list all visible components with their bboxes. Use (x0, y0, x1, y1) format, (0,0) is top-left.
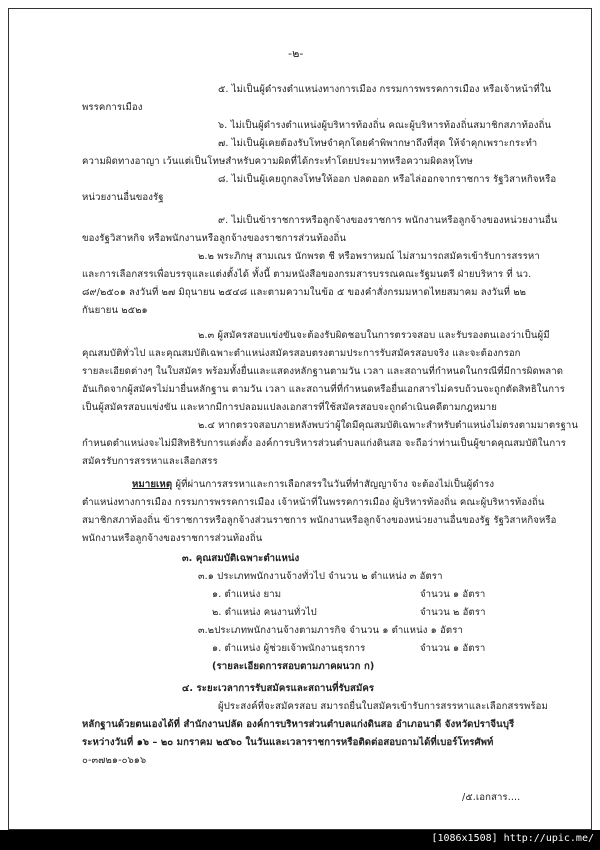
text-line: ๒.๓ ผู้สมัครสอบแข่งขันจะต้องรับผิดชอบในการตรวจสอบ และรับรองตนเองว่าเป็นผู้มี (198, 330, 550, 341)
text-line: ๖. ไม่เป็นผู้ดำรงตำแหน่งผู้บริหารท้องถิ่น คณะผู้บริหารท้องถิ่นสมาชิกสภาท้องถิ่น (218, 120, 552, 131)
text-line: ๘. ไม่เป็นผู้เคยถูกลงโทษให้ออก ปลดออก หรือไล่ออกจากราชการ รัฐวิสาหกิจหรือ (218, 174, 557, 185)
text-line: ๘๙/๒๕๐๑ ลงวันที่ ๒๗ มิถุนายน ๒๕๔๘ และตามความในข้อ ๕ ของคำสั่งกรมมหาดไทยสมาคม ลงวันที่ ๒๒ (82, 287, 527, 298)
text-line: ระหว่างวันที่ ๑๖ – ๒๐ มกราคม ๒๕๖๐ ในวันและเวลาราชการหรือติดต่อสอบถามได้ที่เบอร์โทรศัพท์ (82, 737, 494, 748)
text-line: ๙. ไม่เป็นข้าราชการหรือลูกจ้างของราชการ พนักงานหรือลูกจ้างของหน่วยงานอื่น (218, 215, 558, 226)
position-count: จำนวน ๑ อัตรา (420, 643, 486, 654)
text-line: รายละเอียดต่างๆ ในใบสมัคร พร้อมทั้งยื่นและแสดงหลักฐานตามวัน เวลา และสถานที่กำหนดในกรณีที่มีการผิดพลาด (82, 366, 564, 377)
text-line: ๒.๒ พระภิกษุ สามเณร นักพรต ชี หรือพราหมณ์ ไม่สามารถสมัครเข้ารับการสรรหา (198, 251, 540, 262)
text-line: หน่วยงานอื่นของรัฐ (82, 192, 164, 203)
text-line: ความผิดทางอาญา เว้นแต่เป็นโทษสำหรับความผิดที่ได้กระทำโดยประมาทหรือความผิดลหุโทษ (82, 156, 473, 167)
text-line: ผู้ประสงค์ที่จะสมัครสอบ สมารถยื่นใบสมัครเข้ารับการสรรหาและเลือกสรรพร้อม (218, 701, 548, 712)
text-line: เป็นผู้สมัครสอบแข่งขัน และหากมีการปลอมแปลงเอกสารที่ใช้สมัครสอบจะถูกดำเนินคดีตามกฎหมาย (82, 402, 498, 413)
footer-bar (0, 830, 600, 850)
text-line: (รายละเอียดการสอบตามภาคผนวก ก) (212, 661, 375, 672)
text-line: พนักงานหรือลูกจ้างของราชการส่วนท้องถิ่น (82, 533, 263, 544)
remark-line (132, 479, 494, 491)
text-line: กันยายน ๒๕๒๑ (82, 305, 148, 316)
text-line: ๒.๔ หากตรวจสอบภายหลังพบว่าผู้ใดมีคุณสมบัติเฉพาะสำหรับตำแหน่งไม่ตรงตามมาตรฐาน (198, 420, 579, 431)
text-line: และการเลือกสรรเพื่อบรรจุและแต่งตั้งได้ ทั้งนี้ ตามหนังสือของกรมสารบรรณคณะรัฐมนตรี ฝ่ายบริหาร ที่ นว. (82, 269, 532, 280)
text-line: ๐-๓๗๒๑-๐๖๑๖ (82, 755, 147, 766)
text-line: คุณสมบัติทั่วไป และคุณสมบัติเฉพาะตำแหน่งสมัครสอบตรงตามประการรับสมัครสอบจริง และจะต้องกรอก (82, 348, 521, 359)
continuation-note: /๕.เอกสาร.... (462, 792, 521, 803)
text-line: พรรคการเมือง (82, 102, 143, 113)
position-count: จำนวน ๑ อัตรา (420, 589, 486, 600)
position-name: ๑. ตำแหน่ง ยาม (212, 589, 282, 600)
text-line: ๗. ไม่เป็นผู้เคยต้องรับโทษจำคุกโดยคำพิพากษาถึงที่สุด ให้จำคุกเพราะกระทำ (218, 138, 538, 149)
footer-watermark: [1086x1508] http://upic.me/ (431, 833, 594, 844)
page-number: -๒- (288, 47, 304, 60)
section-heading: ๓. คุณสมบัติเฉพาะตำแหน่ง (182, 553, 300, 564)
text-line: กำหนดตำแหน่งจะไม่มีสิทธิรับการแต่งตั้ง องค์การบริหารส่วนตำบลแก่งดินสอ จะถือว่าท่านเป็นผู้ขาดคุณสมบัติในการ (82, 438, 566, 449)
section-heading: ๔. ระยะเวลาการรับสมัครและสถานที่รับสมัคร (182, 683, 375, 694)
remark-text: ผู้ที่ผ่านการสรรหาและการเลือกสรรในวันที่ทำสัญญาจ้าง จะต้องไม่เป็นผู้ดำรง (175, 479, 495, 490)
text-line: หลักฐานด้วยตนเองได้ที่ สำนักงานปลัด องค์การบริหารส่วนตำบลแก่งดินสอ อำเภอนาดี จังหวัดปราจีนบุรี (82, 719, 515, 730)
remark-label: หมายเหตุ (132, 479, 173, 490)
position-count: จำนวน ๒ อัตรา (420, 607, 486, 618)
text-line: สมาชิกสภาท้องถิ่น ข้าราชการหรือลูกจ้างส่วนราชการ พนักงานหรือลูกจ้างของหน่วยงานอื่นของรัฐ รัฐวิสาหกิจหรือ (82, 515, 557, 526)
text-line: ๓.๒ประเภทพนักงานจ้างตามภารกิจ จำนวน ๑ ตำแหน่ง ๑ อัตรา (198, 625, 463, 636)
text-line: ๕. ไม่เป็นผู้ดำรงตำแหน่งทางการเมือง กรรมการพรรคการเมือง หรือเจ้าหน้าที่ใน (218, 84, 552, 95)
text-line: ๓.๑ ประเภทพนักงานจ้างทั่วไป จำนวน ๒ ตำแหน่ง ๓ อัตรา (198, 571, 443, 582)
position-name: ๒. ตำแหน่ง คนงานทั่วไป (212, 607, 317, 618)
position-name: ๑. ตำแหน่ง ผู้ช่วยเจ้าพนักงานธุรการ (212, 643, 366, 654)
text-line: อันเกิดจากผู้สมัครไม่มายื่นหลักฐาน ตามวัน เวลา และสถานที่ที่กำหนดหรือยื่นเอกสารไม่ครบถ้วนจะถูกตัดสิทธิในการ (82, 384, 565, 395)
text-line: สมัครรับการสรรหาและเลือกสรร (82, 456, 218, 467)
text-line: ตำแหน่งทางการเมือง กรรมการพรรคการเมือง เจ้าหน้าที่ในพรรคการเมือง ผู้บริหารท้องถิ่น คณะผู้บริหารท้องถิ่น (82, 497, 545, 508)
text-line: ของรัฐวิสาหกิจ หรือพนักงานหรือลูกจ้างของราชการส่วนท้องถิ่น (82, 233, 347, 244)
